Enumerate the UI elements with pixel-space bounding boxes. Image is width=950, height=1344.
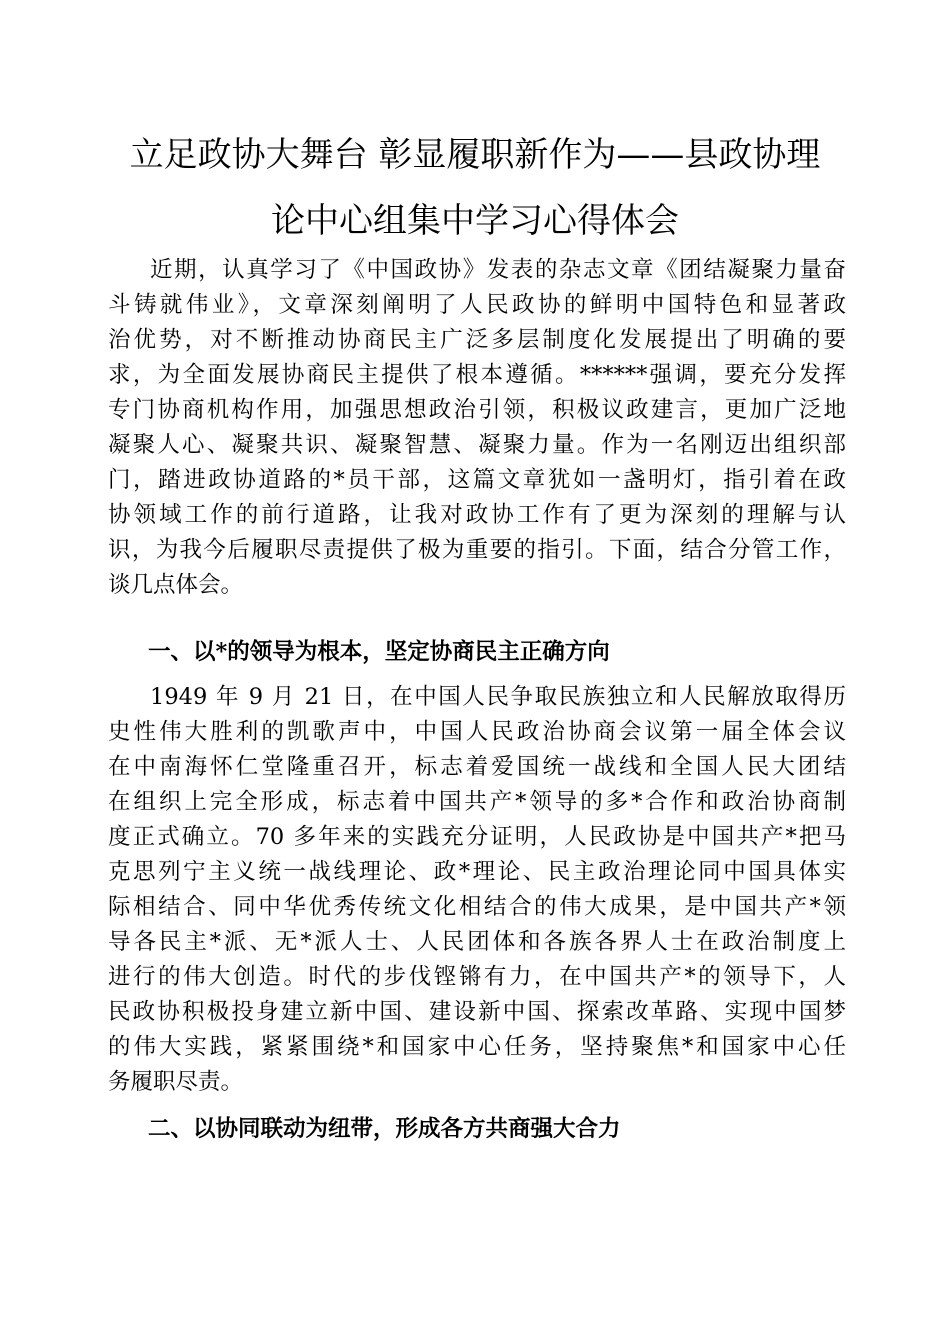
paragraph-line: 的伟大实践，紧紧围绕*和国家中心任务，坚持聚焦*和国家中心任 — [108, 1034, 846, 1060]
paragraph-line: 近期，认真学习了《中国政协》发表的杂志文章《团结凝聚力量奋 — [150, 257, 846, 283]
paragraph-line: 在中南海怀仁堂隆重召开，标志着爱国统一战线和全国人民大团结 — [108, 754, 846, 780]
section-heading-1: 一、以*的领导为根本，坚定协商民主正确方向 — [148, 639, 610, 665]
paragraph-line: 进行的伟大创造。时代的步伐铿锵有力，在中国共产*的领导下，人 — [108, 964, 846, 990]
paragraph-line: 求，为全面发展协商民主提供了根本遵循。******强调，要充分发挥 — [108, 362, 846, 388]
paragraph-line: 协领域工作的前行道路，让我对政协工作有了更为深刻的理解与认 — [108, 502, 846, 528]
paragraph-line: 门，踏进政协道路的*员干部，这篇文章犹如一盏明灯，指引着在政 — [108, 467, 846, 493]
paragraph-line: 识，为我今后履职尽责提供了极为重要的指引。下面，结合分管工作， — [108, 537, 846, 563]
paragraph-line: 1949 年 9 月 21 日，在中国人民争取民族独立和人民解放取得历 — [150, 684, 846, 710]
paragraph-line: 克思列宁主义统一战线理论、政*理论、民主政治理论同中国具体实 — [108, 859, 846, 885]
paragraph-line: 专门协商机构作用，加强思想政治引领，积极议政建言，更加广泛地 — [108, 397, 846, 423]
paragraph-line: 史性伟大胜利的凯歌声中，中国人民政治协商会议第一届全体会议 — [108, 719, 846, 745]
paragraph-line: 治优势，对不断推动协商民主广泛多层制度化发展提出了明确的要 — [108, 327, 846, 353]
document-title-line-2: 论中心组集中学习心得体会 — [271, 201, 679, 241]
paragraph-line: 际相结合、同中华优秀传统文化相结合的伟大成果，是中国共产*领 — [108, 894, 846, 920]
paragraph-line: 导各民主*派、无*派人士、人民团体和各族各界人士在政治制度上 — [108, 929, 846, 955]
paragraph-line: 度正式确立。70 多年来的实践充分证明，人民政协是中国共产*把马 — [108, 824, 846, 850]
paragraph-line: 在组织上完全形成，标志着中国共产*领导的多*合作和政治协商制 — [108, 789, 846, 815]
document-title-line-1: 立足政协大舞台 彰显履职新作为——县政协理 — [129, 135, 821, 175]
paragraph-line: 谈几点体会。 — [108, 572, 244, 598]
paragraph-line: 民政协积极投身建立新中国、建设新中国、探索改革路、实现中国梦 — [108, 999, 846, 1025]
paragraph-line: 务履职尽责。 — [108, 1069, 244, 1095]
paragraph-line: 凝聚人心、凝聚共识、凝聚智慧、凝聚力量。作为一名刚迈出组织部 — [108, 432, 846, 458]
paragraph-line: 斗铸就伟业》，文章深刻阐明了人民政协的鲜明中国特色和显著政 — [108, 292, 846, 318]
section-heading-2: 二、以协同联动为纽带，形成各方共商强大合力 — [148, 1116, 621, 1142]
